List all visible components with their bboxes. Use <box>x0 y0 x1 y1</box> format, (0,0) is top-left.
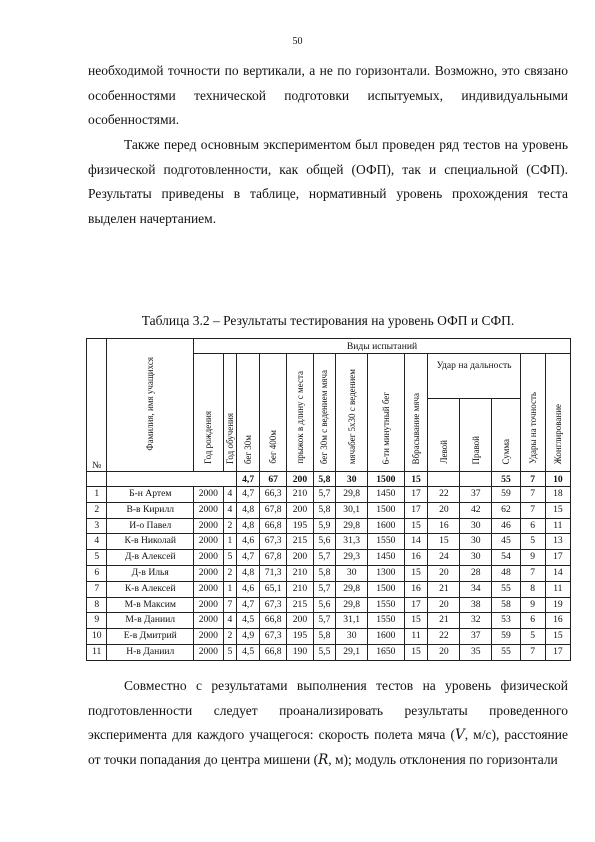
student-name-cell: К-в Алексей <box>107 581 194 597</box>
table-row <box>87 502 571 518</box>
table-cell: 5,7 <box>313 550 336 566</box>
row-number-cell: 5 <box>87 550 107 566</box>
table-cell: 11 <box>404 629 428 645</box>
student-name-cell: Д-в Илья <box>107 565 194 581</box>
student-name-cell: В-в Кирилл <box>107 502 194 518</box>
table-row <box>87 565 571 581</box>
table-cell: 2000 <box>194 518 224 534</box>
table-cell: 15 <box>404 518 428 534</box>
student-name-cell: Н-в Даниил <box>107 644 194 660</box>
table-cell: 4,7 <box>237 487 260 503</box>
table-cell: 30 <box>460 534 492 550</box>
table-cell: 38 <box>460 597 492 613</box>
table-cell: 2 <box>223 518 237 534</box>
row-number-cell: 4 <box>87 534 107 550</box>
table-cell: 11 <box>545 518 570 534</box>
table-cell: 15 <box>428 534 460 550</box>
table-cell: 15 <box>404 565 428 581</box>
table-row <box>87 487 571 503</box>
norm-row <box>87 472 571 487</box>
table-cell: 200 <box>287 613 313 629</box>
table-cell: 1550 <box>368 597 404 613</box>
table-cell: 2000 <box>194 550 224 566</box>
header-test-group: Виды испытаний <box>194 339 571 354</box>
student-name-cell: И-о Павел <box>107 518 194 534</box>
table-cell: 6 <box>520 613 545 629</box>
table-cell: 4,6 <box>237 581 260 597</box>
table-cell: 1 <box>223 534 237 550</box>
table-cell: 2000 <box>194 597 224 613</box>
table-cell: 17 <box>404 487 428 503</box>
table-cell: 17 <box>545 644 570 660</box>
header-right-foot: Правой <box>460 399 492 472</box>
table-cell: 1 <box>223 581 237 597</box>
table-cell: 15 <box>404 644 428 660</box>
table-cell: 28 <box>460 565 492 581</box>
header-long-jump: прыжок в длину с места <box>287 354 313 472</box>
table-cell: 16 <box>404 550 428 566</box>
table-cell: 1600 <box>368 518 404 534</box>
table-cell: 37 <box>460 629 492 645</box>
table-cell: 18 <box>545 487 570 503</box>
table-cell: 29,3 <box>336 550 368 566</box>
table-cell: 4,7 <box>237 550 260 566</box>
row-number-cell: 11 <box>87 644 107 660</box>
row-number-cell: 2 <box>87 502 107 518</box>
table-cell: 67,8 <box>260 502 287 518</box>
table-cell: 7 <box>223 597 237 613</box>
table-cell: 1550 <box>368 534 404 550</box>
table-cell: 1500 <box>368 581 404 597</box>
norm-cell: 30 <box>336 472 368 487</box>
table-cell: 2 <box>223 629 237 645</box>
table-cell: 59 <box>492 487 520 503</box>
table-cell: 55 <box>492 644 520 660</box>
table-row <box>87 581 571 597</box>
table-cell: 67,3 <box>260 534 287 550</box>
header-juggling: Жонглирование <box>545 354 570 472</box>
table-cell: 15 <box>545 502 570 518</box>
table-cell: 4 <box>223 502 237 518</box>
table-cell: 29,1 <box>336 644 368 660</box>
norm-cell: 7 <box>520 472 545 487</box>
table-cell: 7 <box>520 487 545 503</box>
paragraph-tests: Также перед основным экспериментом был проведен ряд тестов на уровень физической подготовленности, как общей (ОФП), так и специальной (СФП). Результаты приведены в таблице, нормативный уровень прохождения теста выделен начертанием. <box>88 137 568 226</box>
results-table <box>86 338 571 661</box>
norm-cell: 1500 <box>368 472 404 487</box>
table-cell: 67,8 <box>260 550 287 566</box>
header-run-30m: бег 30м <box>237 354 260 472</box>
table-cell: 9 <box>520 597 545 613</box>
table-cell: 2000 <box>194 629 224 645</box>
table-cell: 71,3 <box>260 565 287 581</box>
table-cell: 29,8 <box>336 518 368 534</box>
paragraph-intro: необходимой точности по вертикали, а не по горизонтали. Возможно, это связано особенностями технической подготовки испытуемых, индивидуальными особенностями. <box>88 63 568 128</box>
header-kick-distance: Удар на дальность <box>428 354 520 399</box>
table-cell: 2000 <box>194 487 224 503</box>
norm-cell: 10 <box>545 472 570 487</box>
table-cell: 20 <box>428 565 460 581</box>
norm-cell: 67 <box>260 472 287 487</box>
table-cell: 2000 <box>194 644 224 660</box>
table-row <box>87 597 571 613</box>
table-cell: 34 <box>460 581 492 597</box>
table-cell: 5,6 <box>313 534 336 550</box>
norm-cell: 4,7 <box>237 472 260 487</box>
table-cell: 17 <box>545 550 570 566</box>
table-cell: 2000 <box>194 581 224 597</box>
table-cell: 4,7 <box>237 597 260 613</box>
header-sum: Сумма <box>492 399 520 472</box>
table-cell: 15 <box>404 613 428 629</box>
table-cell: 15 <box>545 629 570 645</box>
table-cell: 4 <box>223 487 237 503</box>
table-cell: 195 <box>287 629 313 645</box>
table-cell: 30 <box>460 518 492 534</box>
table-cell: 5,7 <box>313 487 336 503</box>
table-cell: 4,8 <box>237 502 260 518</box>
header-run-400m: бег 400м <box>260 354 287 472</box>
table-cell: 5 <box>520 629 545 645</box>
table-cell: 5 <box>223 644 237 660</box>
table-cell: 67,3 <box>260 629 287 645</box>
table-cell: 4,5 <box>237 613 260 629</box>
row-number-cell: 9 <box>87 613 107 629</box>
student-name-cell: М-в Даниил <box>107 613 194 629</box>
table-cell: 5,8 <box>313 565 336 581</box>
row-number-cell: 6 <box>87 565 107 581</box>
table-cell: 4 <box>223 613 237 629</box>
table-cell: 190 <box>287 644 313 660</box>
table-cell: 210 <box>287 565 313 581</box>
norm-cell <box>460 472 492 487</box>
table-cell: 9 <box>520 550 545 566</box>
table-cell: 1450 <box>368 550 404 566</box>
header-number: № <box>87 339 107 472</box>
student-name-cell: Б-н Артем <box>107 487 194 503</box>
table-cell: 48 <box>492 565 520 581</box>
table-cell: 5,6 <box>313 597 336 613</box>
table-cell: 35 <box>460 644 492 660</box>
table-cell: 7 <box>520 502 545 518</box>
table-cell: 2000 <box>194 534 224 550</box>
student-name-cell: Е-в Дмитрий <box>107 629 194 645</box>
norm-cell <box>428 472 460 487</box>
table-cell: 6 <box>520 518 545 534</box>
table-cell: 21 <box>428 581 460 597</box>
row-number-cell: 10 <box>87 629 107 645</box>
table-cell: 5,7 <box>313 613 336 629</box>
table-cell: 62 <box>492 502 520 518</box>
header-birth-year: Год рождения <box>194 354 224 472</box>
table-cell: 215 <box>287 534 313 550</box>
table-cell: 5,9 <box>313 518 336 534</box>
table-cell: 1500 <box>368 502 404 518</box>
table-cell: 29,8 <box>336 487 368 503</box>
table-cell: 5 <box>223 550 237 566</box>
table-cell: 37 <box>460 487 492 503</box>
distance-variable: R <box>318 751 329 768</box>
table-cell: 31,1 <box>336 613 368 629</box>
velocity-variable: V <box>454 727 465 744</box>
table-cell: 22 <box>428 629 460 645</box>
student-name-cell: К-в Николай <box>107 534 194 550</box>
table-cell: 16 <box>428 518 460 534</box>
table-cell: 54 <box>492 550 520 566</box>
student-name-cell: Д-в Алексей <box>107 550 194 566</box>
table-cell: 42 <box>460 502 492 518</box>
table-cell: 2000 <box>194 565 224 581</box>
row-number-cell: 3 <box>87 518 107 534</box>
table-cell: 30 <box>336 629 368 645</box>
table-cell: 20 <box>428 644 460 660</box>
table-cell: 32 <box>460 613 492 629</box>
table-cell: 17 <box>404 502 428 518</box>
table-cell: 4,8 <box>237 565 260 581</box>
table-cell: 1600 <box>368 629 404 645</box>
table-cell: 66,8 <box>260 613 287 629</box>
table-cell: 2000 <box>194 502 224 518</box>
row-number-cell: 1 <box>87 487 107 503</box>
table-cell: 210 <box>287 487 313 503</box>
table-cell: 16 <box>404 581 428 597</box>
table-cell: 20 <box>428 502 460 518</box>
table-cell: 13 <box>545 534 570 550</box>
table-cell: 66,3 <box>260 487 287 503</box>
table-cell: 200 <box>287 502 313 518</box>
table-cell: 7 <box>520 644 545 660</box>
table-cell: 58 <box>492 597 520 613</box>
header-study-year: Год обучения <box>223 354 237 472</box>
table-cell: 5,8 <box>313 502 336 518</box>
table-cell: 1450 <box>368 487 404 503</box>
table-cell: 14 <box>404 534 428 550</box>
table-cell: 1300 <box>368 565 404 581</box>
table-cell: 7 <box>520 565 545 581</box>
norm-cell: 5,8 <box>313 472 336 487</box>
table-cell: 8 <box>520 581 545 597</box>
norm-cell: 55 <box>492 472 520 487</box>
table-cell: 5,5 <box>313 644 336 660</box>
table-row <box>87 644 571 660</box>
table-cell: 1650 <box>368 644 404 660</box>
table-cell: 66,8 <box>260 518 287 534</box>
table-cell: 4,8 <box>237 518 260 534</box>
table-cell: 210 <box>287 581 313 597</box>
table-cell: 19 <box>545 597 570 613</box>
header-throw-in: Вбрасывание мяча <box>404 354 428 472</box>
table-cell: 53 <box>492 613 520 629</box>
norm-cell: 200 <box>287 472 313 487</box>
table-cell: 55 <box>492 581 520 597</box>
table-cell: 31,3 <box>336 534 368 550</box>
table-cell: 30,1 <box>336 502 368 518</box>
table-cell: 30 <box>336 565 368 581</box>
table-row <box>87 518 571 534</box>
table-cell: 67,3 <box>260 597 287 613</box>
header-accuracy: Удары на точность <box>520 354 545 472</box>
table-cell: 215 <box>287 597 313 613</box>
table-cell: 45 <box>492 534 520 550</box>
table-cell: 11 <box>545 581 570 597</box>
table-cell: 4,9 <box>237 629 260 645</box>
header-run-30m-ball: бег 30м с ведением мяча <box>313 354 336 472</box>
table-cell: 59 <box>492 629 520 645</box>
header-left-foot: Левой <box>428 399 460 472</box>
table-cell: 5 <box>520 534 545 550</box>
table-row <box>87 613 571 629</box>
header-shuttle-run: мячабег 5х30 с ведением <box>336 354 368 472</box>
row-number-cell: 7 <box>87 581 107 597</box>
table-cell: 200 <box>287 550 313 566</box>
table-row <box>87 550 571 566</box>
table-row <box>87 629 571 645</box>
table-caption: Таблица 3.2 – Результаты тестирования на уровень ОФП и СФП. <box>141 313 515 328</box>
table-cell: 65,1 <box>260 581 287 597</box>
table-cell: 66,8 <box>260 644 287 660</box>
table-row <box>87 534 571 550</box>
table-cell: 2 <box>223 565 237 581</box>
norm-cell: 15 <box>404 472 428 487</box>
table-cell: 22 <box>428 487 460 503</box>
header-six-minute-run: 6-ти минутный бег <box>368 354 404 472</box>
table-cell: 21 <box>428 613 460 629</box>
table-cell: 5,8 <box>313 629 336 645</box>
row-number-cell: 8 <box>87 597 107 613</box>
table-cell: 46 <box>492 518 520 534</box>
table-cell: 195 <box>287 518 313 534</box>
table-cell: 16 <box>545 613 570 629</box>
table-cell: 29,8 <box>336 597 368 613</box>
table-cell: 1550 <box>368 613 404 629</box>
table-cell: 20 <box>428 597 460 613</box>
table-cell: 4,5 <box>237 644 260 660</box>
table-cell: 5,7 <box>313 581 336 597</box>
table-cell: 24 <box>428 550 460 566</box>
table-cell: 30 <box>460 550 492 566</box>
table-cell: 29,8 <box>336 581 368 597</box>
student-name-cell: М-в Максим <box>107 597 194 613</box>
table-cell: 2000 <box>194 613 224 629</box>
header-name: Фамилия, имя учащихся <box>107 339 194 472</box>
table-cell: 17 <box>404 597 428 613</box>
table-cell: 4,6 <box>237 534 260 550</box>
page-number: 50 <box>292 36 303 47</box>
paragraph-analysis: Совместно с результатами выполнения тестов на уровень физической подготовленности следует проанализировать результаты проведенного эксперимента для каждого учащегося: скорость полета мяча (V, м/с), расстояние от точки попадания до центра мишени (R, м); модуль отклонения по горизонтали <box>88 678 568 768</box>
table-cell: 14 <box>545 565 570 581</box>
